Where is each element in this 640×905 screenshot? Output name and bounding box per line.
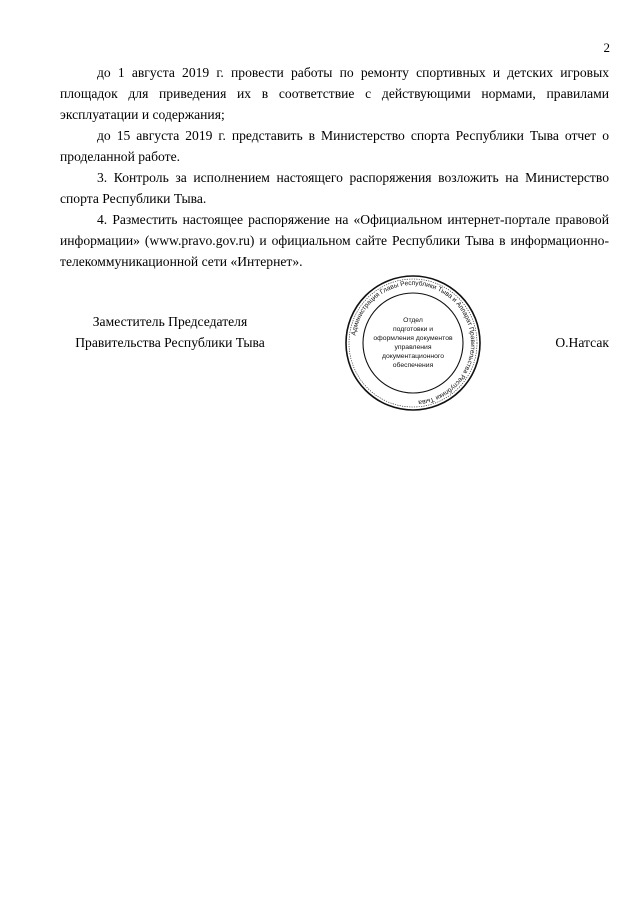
paragraph-report-deadline: до 15 августа 2019 г. представить в Министерство спорта Республики Тыва отчет о проделанной работе. <box>60 128 609 164</box>
seal-outer-ring <box>346 276 480 410</box>
seal-inner-line: Отдел <box>403 317 423 324</box>
seal-inner-text <box>373 317 453 369</box>
signatory-position-line-1: Заместитель Председателя <box>92 314 248 329</box>
seal-inner-line: управления <box>394 344 432 351</box>
document-body <box>60 62 609 272</box>
signatory-position <box>60 311 280 353</box>
signatory-name: О.Натсак <box>555 335 609 350</box>
seal-inner-ring <box>363 293 463 393</box>
official-seal <box>343 273 483 413</box>
paragraph-publication: 4. Разместить настоящее распоряжение на «Официальном интернет-портале правовой информации» (www.pravo.gov.ru) и официальном сайте Республики Тыва в информационно-телекоммуникационной сети «Интернет». <box>60 212 609 269</box>
signatory-position-line-2: Правительства Республики Тыва <box>75 335 265 350</box>
page-number: 2 <box>603 40 610 55</box>
seal-inner-line: подготовки и <box>392 326 434 333</box>
paragraph-control: 3. Контроль за исполнением настоящего распоряжения возложить на Министерство спорта Республики Тыва. <box>60 170 609 206</box>
signature-block <box>60 279 609 406</box>
seal-dotted-ring <box>349 279 477 407</box>
paragraph-repair-deadline: до 1 августа 2019 г. провести работы по ремонту спортивных и детских игровых площадок для приведения их в соответствие с действующими нормами, правилами эксплуатации и содержания; <box>60 65 609 122</box>
seal-inner-line: обеспечения <box>392 362 434 369</box>
seal-outer-text: Администрация Главы Республики Тыва и Аппарат Правительства Республики Тыва <box>350 279 477 406</box>
seal-inner-line: оформления документов <box>373 335 453 342</box>
seal-inner-line: документационного <box>381 353 445 360</box>
